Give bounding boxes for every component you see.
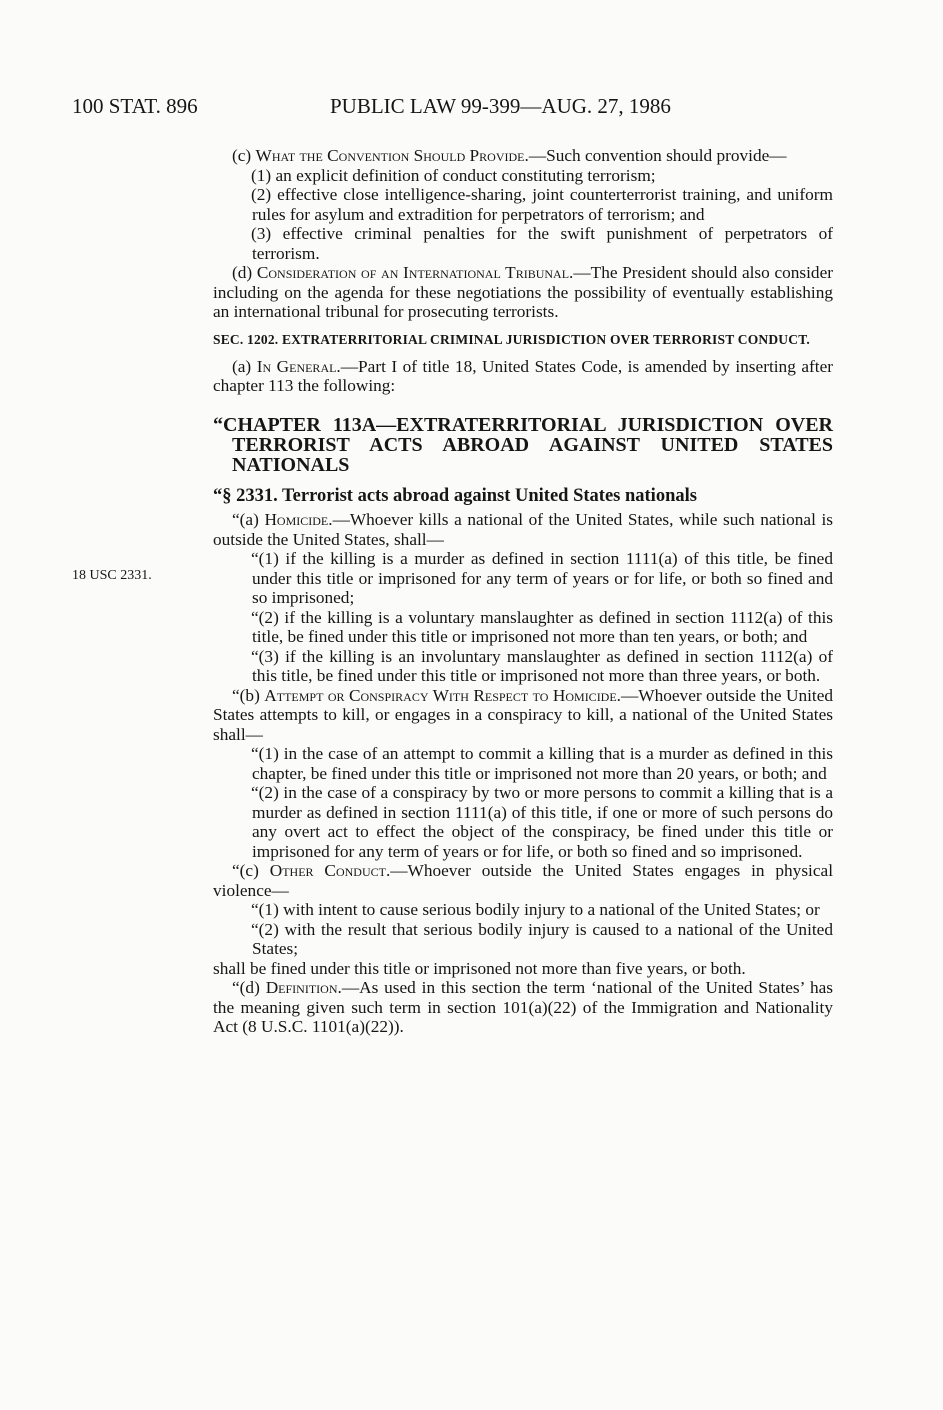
paragraph-c: “(c) Other Conduct.—Whoever outside the United States engages in physical violence— (213, 861, 833, 900)
section-2331-heading: “§ 2331. Terrorist acts abroad against United States nationals (213, 485, 697, 506)
paragraph-a-item-1: “(1) if the killing is a murder as defined in section 1111(a) of this title, be fined under this title or imprisoned for any term of years or for life, or both so fined and so imprisoned; (251, 549, 833, 607)
section-1202-a: (a) In General.—Part I of title 18, United States Code, is amended by inserting after chapter 113 the following: (213, 356, 833, 395)
paragraph-b-item-2: “(2) in the case of a conspiracy by two or more persons to commit a killing that is a murder as defined in section 1111(a) of this title, if one or more of such persons do any overt act to effect the object of the conspiracy, be fined under this title or imprisoned for any term of years or for life, or both so fined and so imprisoned. (251, 783, 833, 861)
section-1202-heading: SEC. 1202. EXTRATERRITORIAL CRIMINAL JURISDICTION OVER TERRORIST CONDUCT. (213, 331, 810, 347)
paragraph-a-item-3: “(3) if the killing is an involuntary manslaughter as defined in section 1112(a) of this title, be fined under this title or imprisoned not more than three years, or both. (251, 646, 833, 685)
paragraph-d: “(d) Definition.—As used in this section the term ‘national of the United States’ has the meaning given such term in section 101(a)(22) of the Immigration and Nationality Act (8 U.S.C. 1101(a)(22)). (213, 978, 833, 1036)
subsection-c-item-1: (1) an explicit definition of conduct constituting terrorism; (251, 165, 656, 185)
paragraph-a: “(a) Homicide.—Whoever kills a national of the United States, while such national is outside the United States, shall— (213, 510, 833, 549)
paragraph-c-item-1: “(1) with intent to cause serious bodily injury to a national of the United States; or (251, 900, 820, 919)
subsection-c-item-3: (3) effective criminal penalties for the swift punishment of perpetrators of terrorism. (251, 224, 833, 263)
chapter-113a-heading: “CHAPTER 113A—EXTRATERRITORIAL JURISDICTION OVER TERRORIST ACTS ABROAD AGAINST UNITED STATES NATIONALS (213, 413, 833, 476)
margin-note-usc-2331: 18 USC 2331. (72, 568, 152, 583)
stat-page-reference: 100 STAT. 896 (72, 94, 198, 118)
statute-body (213, 146, 833, 1037)
public-law-reference: PUBLIC LAW 99-399—AUG. 27, 1986 (330, 94, 671, 118)
paragraph-c-item-2: “(2) with the result that serious bodily injury is caused to a national of the United States; (251, 919, 833, 958)
subsection-c: (c) What the Convention Should Provide.—Such convention should provide— (232, 146, 787, 165)
page-header (72, 94, 872, 124)
subsection-d-heading: Consideration of an International Tribunal. (256, 263, 574, 282)
subsection-c-heading: What the Convention Should Provide. (255, 146, 529, 165)
subsection-d: (d) Consideration of an International Tribunal.—The President should also consider including on the agenda for these negotiations the possibility of eventually establishing an international tribunal for prosecuting terrorists. (213, 263, 833, 321)
paragraph-c-closing: shall be fined under this title or imprisoned not more than five years, or both. (213, 958, 746, 978)
subsection-c-item-2: (2) effective close intelligence-sharing, joint counterterrorist training, and uniform rules for asylum and extradition for perpetrators of terrorism; and (251, 185, 833, 224)
paragraph-a-item-2: “(2) if the killing is a voluntary manslaughter as defined in section 1112(a) of this title, be fined under this title or imprisoned not more than ten years, or both; and (251, 607, 833, 646)
paragraph-b: “(b) Attempt or Conspiracy With Respect to Homicide.—Whoever outside the United States attempts to kill, or engages in a conspiracy to kill, a national of the United States shall— (213, 685, 833, 744)
paragraph-b-item-1: “(1) in the case of an attempt to commit a killing that is a murder as defined in this chapter, be fined under this title or imprisoned not more than 20 years, or both; and (251, 744, 833, 783)
